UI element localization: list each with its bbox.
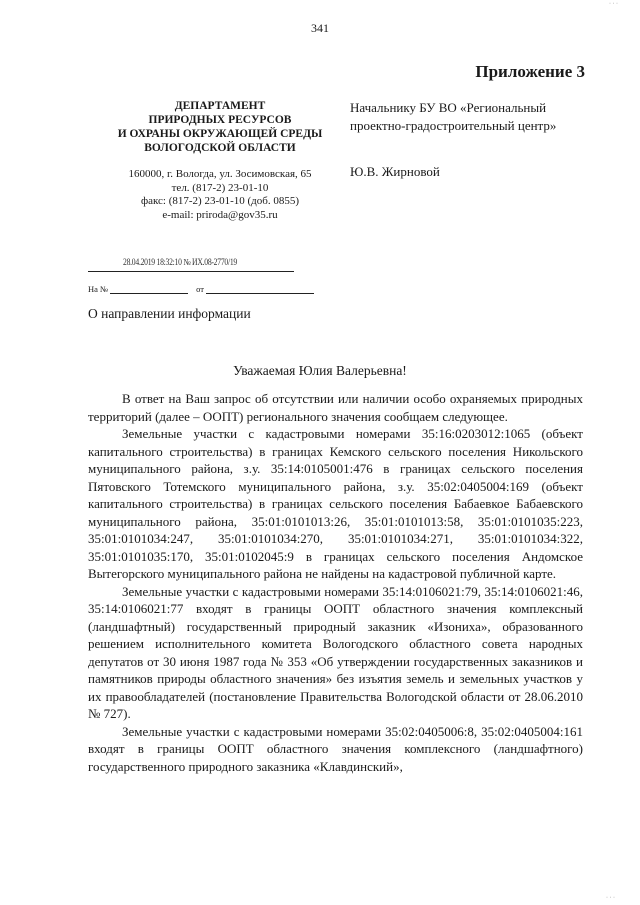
reference-from-label: от	[196, 284, 205, 294]
addressee-line: Начальнику БУ ВО «Региональный	[350, 100, 547, 115]
recipient-name: Ю.В. Жирновой	[350, 164, 440, 179]
addressee-line: проектно-градостроительный центр»	[350, 118, 557, 133]
body-paragraph: Земельные участки с кадастровыми номерами 35:02:0405006:8, 35:02:0405004:161 входят в границы ООПТ областного значения комплексного (ландшафтного) государственного природного заказника «Клавдинский»,	[88, 723, 583, 774]
department-header	[90, 99, 350, 155]
appendix-title: Приложение 3	[475, 62, 585, 81]
letter-body	[88, 390, 583, 775]
department-line: ПРИРОДНЫХ РЕСУРСОВ	[148, 114, 292, 126]
addressee-block	[350, 99, 556, 135]
page-number: 341	[311, 21, 329, 35]
body-paragraph: Земельные участки с кадастровыми номерами 35:14:0106021:79, 35:14:0106021:46, 35:14:0106021:77 входят в границы ООПТ областного значения комплексный (ландшафтный) государственный природный заказник «Изониха», образованного решением исполнительного комитета Вологодского областного совета народных депутатов от 30 июня 1987 года № 353 «Об утверждении государственных заказников и памятников природы областного значения» без изъятия земель и земельных участков у их правообладателей (постановление Правительства Вологодской области от 28.06.2010 № 727).	[88, 583, 583, 721]
department-email: e-mail: priroda@gov35.ru	[162, 208, 278, 221]
department-address: 160000, г. Вологда, ул. Зосимовская, 65	[128, 168, 312, 180]
reference-from-blank	[206, 284, 314, 294]
department-phone: тел. (817-2) 23-01-10	[171, 181, 269, 194]
department-line: ДЕПАРТАМЕНТ	[174, 100, 266, 112]
department-fax: факс: (817-2) 23-01-10 (доб. 0855)	[140, 195, 300, 207]
reference-number-line	[88, 284, 314, 294]
salutation: Уважаемая Юлия Валерьевна!	[233, 363, 407, 378]
registration-stamp: 28.04.2019 18:32:10 № ИХ.08-2770/19	[123, 257, 237, 267]
reference-no-label: На №	[88, 284, 109, 294]
registration-line	[88, 257, 294, 272]
department-contacts	[90, 168, 350, 222]
department-line: И ОХРАНЫ ОКРУЖАЮЩЕЙ СРЕДЫ	[117, 128, 323, 140]
department-line: ВОЛОГОДСКОЙ ОБЛАСТИ	[144, 142, 296, 154]
body-paragraph: В ответ на Ваш запрос об отсутствии или наличии особо охраняемых природных территорий (далее – ООПТ) регионального значения сообщаем следующее.	[88, 391, 583, 424]
scan-mark-top: · · ·	[609, 1, 618, 7]
body-paragraph: Земельные участки с кадастровыми номерами 35:16:0203012:1065 (объект капитального строительства) в границах Кемского сельского поселения Никольского муниципального района, з.у. 35:14:0105001:476 в границах сельского поселения Пятовского Тотемского муниципального района, з.у. 35:02:0405004:169 (объект капитального строительства) в границах сельского поселения Бабаевкое Бабаевского муниципального района, 35:01:0101013:26, 35:01:0101013:58, 35:01:0101035:223, 35:01:0101034:247, 35:01:0101034:270, 35:01:0101034:271, 35:01:0101034:322, 35:01:0101035:170, 35:01:0102045:9 в границах сельского поселения Андомское Вытегорского муниципального района не найдены на кадастровой публичной карте.	[88, 426, 583, 581]
letter-subject: О направлении информации	[88, 306, 251, 321]
scan-mark-bottom: · · ·	[606, 895, 615, 901]
reference-no-blank	[110, 284, 188, 294]
